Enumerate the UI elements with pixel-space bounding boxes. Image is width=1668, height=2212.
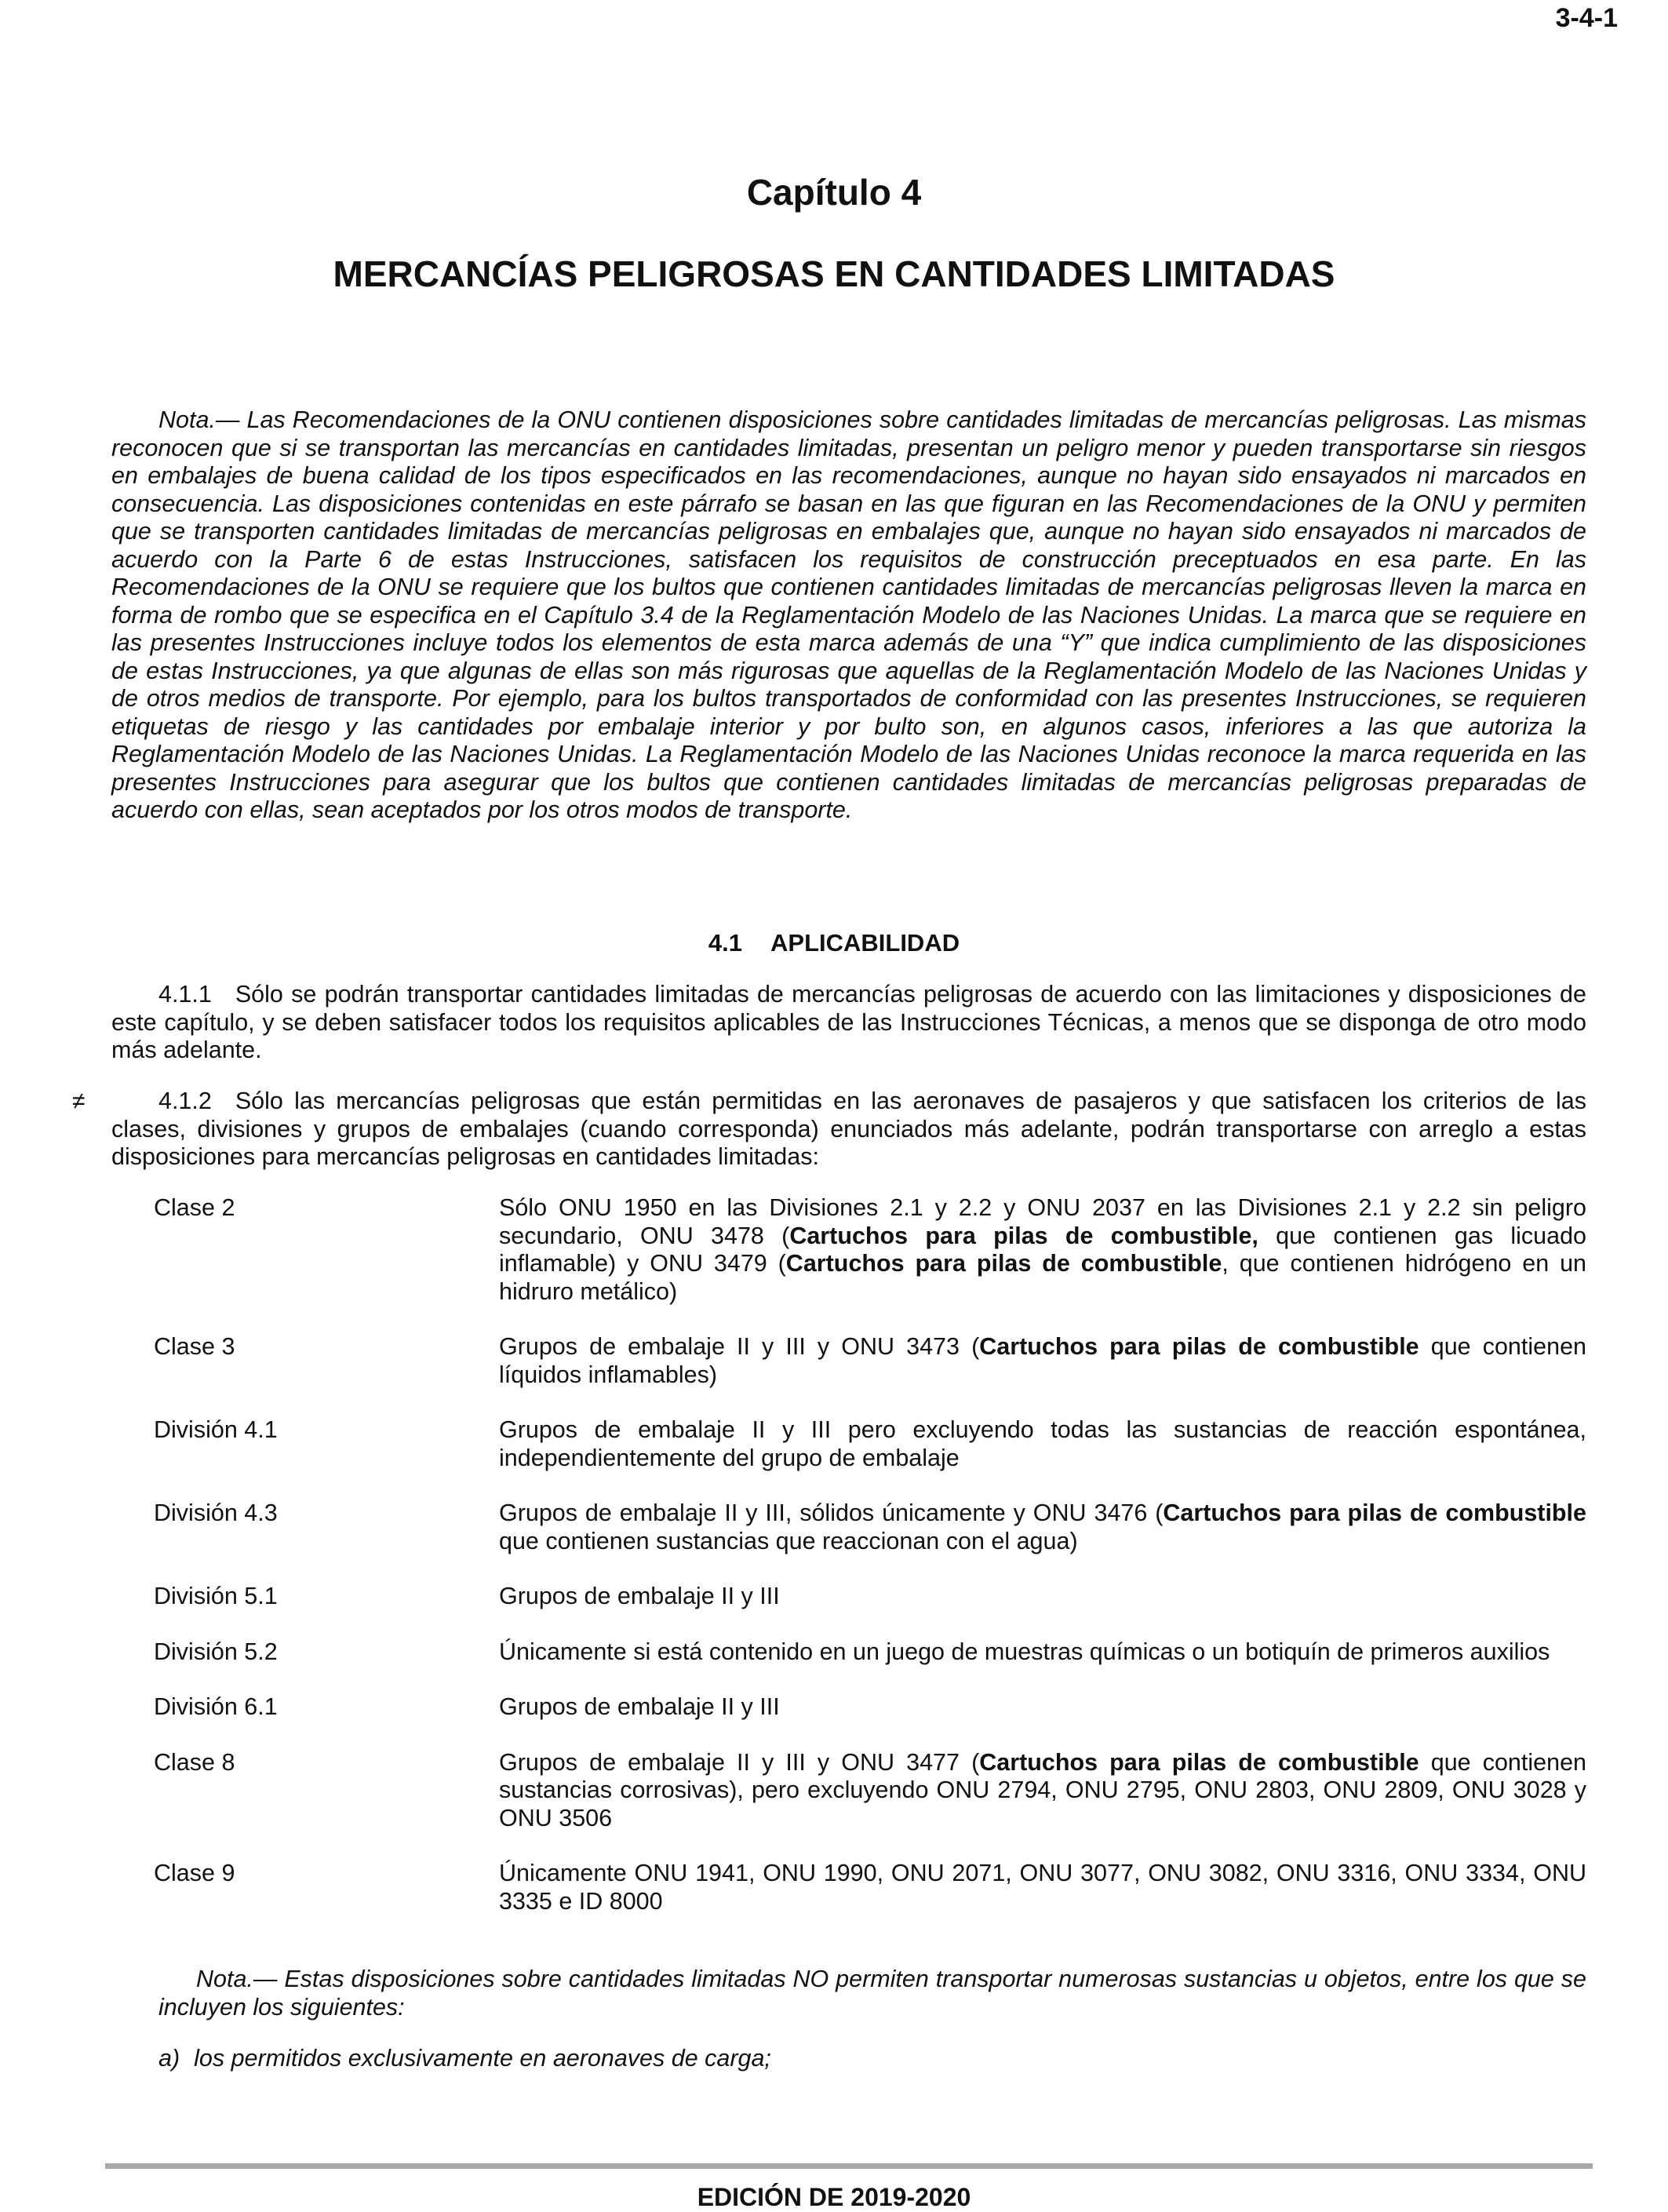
bold-term: Cartuchos para pilas de combustible, <box>789 1222 1258 1249</box>
list-item-label: a) <box>158 2045 180 2072</box>
class-description <box>499 1638 1586 1667</box>
section-number: 4.1 <box>708 929 742 957</box>
description-text: Grupos de embalaje II y III pero excluyendo todas las sustancias de reacción espontánea, independientemente del grupo de embalaje <box>499 1416 1586 1471</box>
class-description <box>499 1416 1586 1472</box>
class-description <box>499 1583 1586 1611</box>
description-text: que contienen sustancias corrosivas), pero excluyendo ONU 2794, ONU 2795, ONU 2803, ONU 2809, ONU 3028 y ONU 3506 <box>499 1748 1586 1831</box>
class-name: División 4.1 <box>154 1416 278 1443</box>
bold-term: Cartuchos para pilas de combustible <box>1163 1500 1586 1526</box>
paragraph-number: 4.1.1 <box>158 981 212 1008</box>
paragraph-number: 4.1.2 <box>158 1088 212 1114</box>
class-name: Clase 8 <box>154 1748 235 1776</box>
description-text: que contienen gas licuado inflamable) y ONU 3479 ( <box>499 1222 1587 1277</box>
chapter-label: Capítulo 4 <box>746 172 922 213</box>
description-text: Grupos de embalaje II y III y ONU 3477 ( <box>499 1748 980 1776</box>
bold-term: Cartuchos para pilas de combustible <box>785 1250 1222 1277</box>
paragraph-text: Sólo se podrán transportar cantidades limitadas de mercancías peligrosas de acuerdo con las limitaciones y disposiciones de este capítulo, y se deben satisfacer todos los requisitos aplicables de las Instrucciones Técnicas, a menos que se disponga de otro modo más adelante. <box>111 981 1586 1063</box>
class-row <box>154 1638 1586 1667</box>
class-description <box>499 1500 1586 1555</box>
class-row <box>154 1416 1586 1472</box>
class-row <box>154 1749 1586 1833</box>
paragraph-text: Sólo las mercancías peligrosas que están permitidas en las aeronaves de pasajeros y que satisfacen los criterios de las clases, divisiones y grupos de embalajes (cuando corresponda) enunciados más adelante, podrán transportarse con arreglo a estas disposiciones para mercancías peligrosas en cantidades limitadas: <box>111 1088 1586 1170</box>
class-description <box>499 1693 1586 1722</box>
chapter-title: MERCANCÍAS PELIGROSAS EN CANTIDADES LIMITADAS <box>333 253 1335 294</box>
class-name: División 4.3 <box>154 1500 278 1526</box>
change-mark-icon: ≠ <box>72 1088 86 1114</box>
intro-note-text: Nota.— Las Recomendaciones de la ONU contienen disposiciones sobre cantidades limitadas de mercancías peligrosas. Las mismas reconocen que si se transportan las mercancías en cantidades limitadas, presentan un peligro menor y pueden transportarse sin riesgos en embalajes de buena calidad de los tipos especificados en las recomendaciones, aunque no hayan sido ensayados ni marcados en consecuencia. Las disposiciones contenidas en este párrafo se basan en las que figuran en las Recomendaciones de la ONU y permiten que se transporten cantidades limitadas de mercancías peligrosas en embalajes que, aunque no hayan sido ensayados ni marcados de acuerdo con la Parte 6 de estas Instrucciones, satisfacen los requisitos de construcción preceptuados en esa parte. En las Recomendaciones de la ONU se requiere que los bultos que contienen cantidades limitadas de mercancías peligrosas lleven la marca en forma de rombo que se especifica en el Capítulo 3.4 de la Reglamentación Modelo de las Naciones Unidas. La marca que se requiere en las presentes Instrucciones incluye todos los elementos de esta marca además de una “Y” que indica cumplimiento de las disposiciones de estas Instrucciones, ya que algunas de ellas son más rigurosas que aquellas de la Reglamentación Modelo de las Naciones Unidas y de otros medios de transporte. Por ejemplo, para los bultos transportados de conformidad con las presentes Instrucciones, se requieren etiquetas de riesgo y las cantidades por embalaje interior y por bulto son, en algunos casos, inferiores a las que autoriza la Reglamentación Modelo de las Naciones Unidas. La Reglamentación Modelo de las Naciones Unidas reconoce la marca requerida en las presentes Instrucciones para asegurar que los bultos que contienen cantidades limitadas de mercancías peligrosas preparadas de acuerdo con ellas, sean aceptados por los otros modos de transporte. <box>111 406 1586 823</box>
intro-note <box>111 406 1586 825</box>
class-name: Clase 2 <box>154 1194 235 1221</box>
section-heading <box>0 929 1668 957</box>
class-description <box>499 1749 1586 1833</box>
description-text: Grupos de embalaje II y III <box>499 1583 780 1609</box>
description-text: que contienen líquidos inflamables) <box>499 1333 1586 1388</box>
bold-term: Cartuchos para pilas de combustible <box>979 1333 1419 1360</box>
limitations-note <box>158 1966 1586 2021</box>
description-text: Grupos de embalaje II y III y ONU 3473 ( <box>499 1333 980 1360</box>
description-text: Sólo ONU 1950 en las Divisiones 2.1 y 2.2 y ONU 2037 en las Divisiones 2.1 y 2.2 sin peligro secundario, ONU 3478 ( <box>499 1194 1586 1249</box>
list-item-text: los permitidos exclusivamente en aeronaves de carga; <box>194 2045 771 2072</box>
class-row <box>154 1500 1586 1555</box>
class-row <box>154 1194 1586 1306</box>
list-item <box>158 2045 771 2072</box>
class-row <box>154 1333 1586 1389</box>
class-description <box>499 1860 1586 1915</box>
footer-rule <box>105 2163 1593 2169</box>
paragraph-4-1-2 <box>111 1088 1586 1172</box>
description-text: que contienen sustancias que reaccionan con el agua) <box>499 1527 1078 1554</box>
bold-term: Cartuchos para pilas de combustible <box>979 1748 1419 1776</box>
class-list <box>154 1194 1586 1943</box>
class-row <box>154 1693 1586 1722</box>
class-name: División 5.2 <box>154 1638 278 1665</box>
class-row <box>154 1860 1586 1915</box>
paragraph-4-1-1 <box>111 981 1586 1065</box>
description-text: Únicamente ONU 1941, ONU 1990, ONU 2071, ONU 3077, ONU 3082, ONU 3316, ONU 3334, ONU 3335 e ID 8000 <box>499 1860 1586 1915</box>
limitations-note-text: Nota.— Estas disposiciones sobre cantidades limitadas NO permiten transportar numerosas sustancias u objetos, entre los que se incluyen los siguientes: <box>158 1966 1586 2021</box>
class-name: Clase 3 <box>154 1333 235 1360</box>
description-text: , que contienen hidrógeno en un hidruro metálico) <box>499 1250 1587 1305</box>
class-name: División 6.1 <box>154 1693 278 1720</box>
description-text: Únicamente si está contenido en un juego de muestras químicas o un botiquín de primeros auxilios <box>499 1638 1550 1665</box>
class-description <box>499 1194 1586 1306</box>
class-name: Clase 9 <box>154 1860 235 1886</box>
footer-edition: EDICIÓN DE 2019-2020 <box>697 2183 971 2211</box>
description-text: Grupos de embalaje II y III <box>499 1693 780 1720</box>
class-name: División 5.1 <box>154 1583 278 1609</box>
description-text: Grupos de embalaje II y III, sólidos únicamente y ONU 3476 ( <box>499 1500 1164 1526</box>
class-row <box>154 1583 1586 1611</box>
section-title: APLICABILIDAD <box>770 929 960 957</box>
class-description <box>499 1333 1586 1389</box>
page-number: 3-4-1 <box>1555 3 1618 33</box>
